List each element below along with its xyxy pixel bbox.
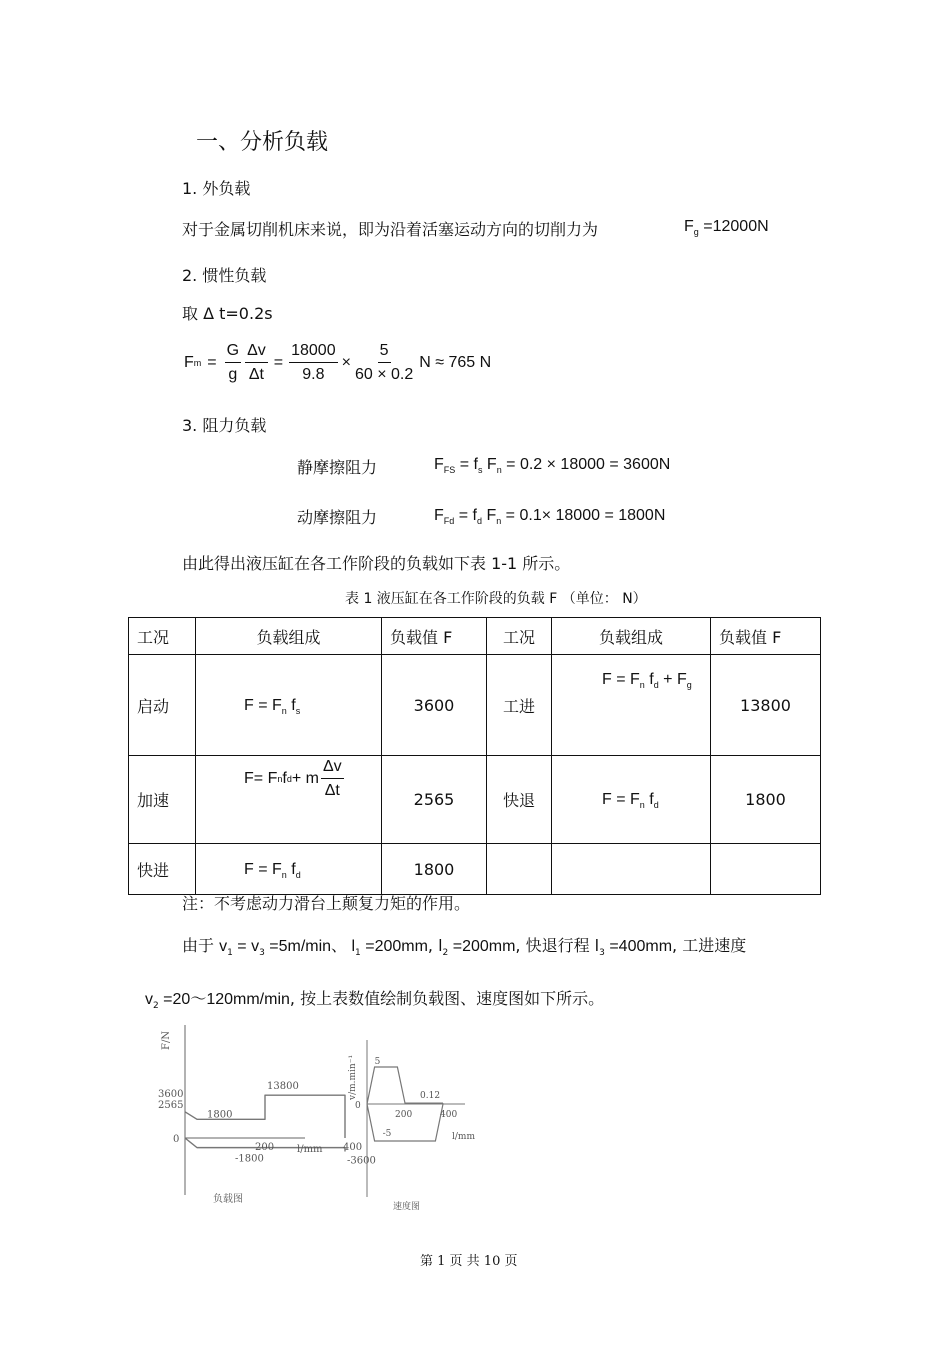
eq: = f — [454, 507, 477, 524]
label-2565: 2565 — [158, 1100, 184, 1111]
den: 60 × 0.2 — [354, 366, 414, 383]
condition-cell: 工进 — [487, 655, 552, 756]
F: F — [244, 860, 254, 878]
load-chart-title: 负载图 — [213, 1194, 243, 1205]
subsection-2-title: 2. 惯性负载 — [182, 266, 267, 285]
num: Δv — [321, 758, 344, 779]
sub: Fd — [443, 516, 455, 526]
sub: n — [277, 774, 283, 784]
f: f — [644, 791, 654, 808]
label-13800: 13800 — [267, 1081, 299, 1093]
subsection-3-title: 3. 阻力负载 — [182, 416, 267, 435]
F: F — [602, 791, 612, 808]
num: 18000 — [289, 342, 338, 363]
num: 5 — [378, 342, 391, 363]
sub: 1 — [355, 948, 361, 958]
frac-dv-dt — [245, 342, 268, 384]
sub: 1 — [227, 948, 233, 958]
label-neg-1800: -1800 — [235, 1153, 264, 1165]
F: F — [244, 770, 254, 787]
eq: = F — [253, 696, 282, 714]
value-cell: 13800 — [711, 655, 821, 756]
condition-cell: 加速 — [129, 756, 196, 844]
formula-cell — [552, 756, 711, 844]
t5: , 快退行程 l — [515, 936, 600, 955]
tick-label-0: 0 — [173, 1134, 180, 1145]
f: f — [282, 770, 287, 787]
table-header-row — [129, 618, 821, 655]
sub: n — [639, 680, 645, 690]
formula-work — [560, 671, 692, 688]
var-sub: g — [693, 227, 699, 237]
label-1800: 1800 — [207, 1109, 233, 1121]
header-cell: 负载组成 — [196, 618, 382, 655]
t7: , 工进速度 — [672, 936, 747, 955]
sub: d — [286, 774, 292, 784]
plus-F: + F — [658, 671, 687, 688]
formula-cell — [196, 844, 382, 895]
num: G — [225, 342, 241, 363]
formula-cell — [196, 756, 382, 844]
sub: FS — [443, 465, 456, 475]
frac-G-g — [225, 342, 241, 384]
value-cell: 3600 — [382, 655, 487, 756]
external-load-text: 对于金属切削机床来说，即为沿着活塞运动方向的切削力为 — [182, 220, 599, 239]
lhs: F — [184, 354, 194, 371]
eq: = v — [232, 938, 260, 955]
velocity-chart-title: 速度图 — [393, 1202, 421, 1212]
value-cell: 1800 — [382, 844, 487, 895]
section-heading: 一、分析负载 — [196, 130, 329, 155]
formula-fast — [204, 861, 301, 878]
f: f — [286, 860, 296, 878]
formula-accel — [204, 758, 346, 800]
x-axis-label: l/mm — [452, 1132, 475, 1142]
condition-cell: 快进 — [129, 844, 196, 895]
table-row — [129, 756, 821, 844]
external-load-formula — [684, 218, 769, 237]
y-axis-label: F/N — [161, 1030, 172, 1050]
sub: n — [639, 800, 645, 810]
result: N ≈ 765 N — [419, 354, 492, 371]
eq: = F — [611, 791, 640, 808]
sub: 2 — [153, 1001, 159, 1011]
static-friction-formula — [434, 456, 670, 475]
condition-cell — [487, 844, 552, 895]
sub: n — [281, 869, 287, 880]
eq2: = — [273, 354, 284, 371]
formula-start — [204, 697, 300, 714]
t4: =200mm — [448, 938, 516, 955]
eq: = F — [611, 671, 640, 688]
header-cell: 工况 — [129, 618, 196, 655]
static-friction-label: 静摩擦阻力 — [297, 458, 378, 477]
frac-5-12 — [355, 342, 413, 384]
f: f — [286, 696, 296, 714]
sub: n — [281, 705, 287, 716]
value: =12000N — [703, 218, 769, 235]
t1: =5m/min、 l — [264, 938, 356, 955]
rest: = 0.1× 18000 = 1800N — [501, 507, 666, 524]
rest: = 0.2 × 18000 = 3600N — [501, 456, 671, 473]
load-table — [128, 617, 821, 895]
label-neg-3600: -3600 — [347, 1155, 376, 1167]
table-row — [129, 655, 821, 756]
formula-cell — [552, 844, 711, 895]
condition-cell: 快退 — [487, 756, 552, 844]
delta-t-text: 取 Δ t=0.2s — [182, 304, 273, 323]
v: v — [145, 991, 153, 1008]
sub: 3 — [599, 948, 605, 958]
tick-label-400: 400 — [343, 1142, 363, 1153]
header-cell: 工况 — [487, 618, 552, 655]
velocity-chart — [345, 1025, 485, 1215]
den: Δt — [248, 366, 264, 383]
plus-m: + m — [291, 770, 319, 787]
value-cell — [711, 844, 821, 895]
page-footer: 第 1 页 共 10 页 — [420, 1254, 518, 1269]
sub: d — [653, 800, 659, 810]
value-cell: 1800 — [711, 756, 821, 844]
sub: s — [295, 705, 301, 716]
label-neg-5: -5 — [382, 1129, 392, 1139]
sub: d — [295, 869, 301, 880]
den: 9.8 — [302, 366, 325, 383]
F: F — [244, 696, 254, 714]
note-text: 注：不考虑动力滑台上颠复力矩的作用。 — [182, 894, 471, 913]
eq: = F — [253, 770, 278, 787]
F: F — [434, 507, 444, 524]
rest: =20～120mm/min — [158, 991, 290, 1008]
sub: n — [496, 465, 502, 475]
eq: = F — [253, 860, 282, 878]
frac-dv-dt — [321, 758, 344, 800]
params-line-1 — [182, 933, 746, 958]
t6: =400mm — [604, 938, 673, 955]
F: F — [434, 456, 444, 473]
formula-cell — [552, 655, 711, 756]
sub: d — [476, 516, 482, 526]
tick-label-200: 200 — [395, 1110, 413, 1120]
x-axis-label: l/mm — [297, 1144, 323, 1155]
tick-label-0: 0 — [355, 1101, 361, 1111]
t3: , l — [427, 936, 443, 955]
params-line-2 — [145, 986, 604, 1011]
dynamic-friction-label: 动摩擦阻力 — [297, 508, 378, 527]
subsection-1-title: 1. 外负载 — [182, 179, 251, 198]
v: v — [219, 938, 228, 955]
label-3600: 3600 — [158, 1089, 184, 1100]
den: g — [228, 366, 238, 383]
sub: s — [477, 465, 483, 475]
y-axis-label: v/m.min⁻¹ — [348, 1054, 358, 1100]
table-row — [129, 844, 821, 895]
formula-return — [560, 791, 659, 808]
lhs-sub: m — [193, 358, 202, 368]
header-cell: 负载组成 — [552, 618, 711, 655]
summary-text: 由此得出液压缸在各工作阶段的负载如下表 1-1 所示。 — [182, 554, 571, 573]
sub: 3 — [259, 948, 265, 958]
header-cell: 负载值 F — [382, 618, 487, 655]
tick-label-200: 200 — [255, 1142, 275, 1153]
t2: =200mm — [360, 938, 428, 955]
Fn: F — [482, 507, 497, 524]
sub: g — [686, 680, 692, 690]
Fn: F — [482, 456, 497, 473]
F: F — [602, 671, 612, 688]
sub: d — [653, 680, 659, 690]
sub: n — [496, 516, 502, 526]
lead: 由于 — [182, 936, 220, 955]
sub: 2 — [442, 948, 449, 958]
eq: = — [207, 354, 217, 371]
inertia-formula — [184, 342, 491, 384]
times: × — [341, 354, 351, 371]
num: Δv — [245, 342, 268, 363]
frac-18000-9.8 — [289, 342, 338, 384]
condition-cell: 启动 — [129, 655, 196, 756]
dynamic-friction-formula — [434, 507, 665, 526]
label-5: 5 — [374, 1057, 381, 1067]
var-F: F — [684, 218, 694, 235]
tail: , 按上表数值绘制负载图、速度图如下所示。 — [289, 989, 605, 1008]
value-cell: 2565 — [382, 756, 487, 844]
label-0.12: 0.12 — [420, 1091, 441, 1102]
den: Δt — [324, 782, 340, 799]
table-caption: 表 1 液压缸在各工作阶段的负载 F （单位： N） — [345, 591, 647, 607]
tick-label-400: 400 — [440, 1110, 458, 1120]
f: f — [644, 671, 654, 688]
formula-cell — [196, 655, 382, 756]
eq: = f — [455, 456, 478, 473]
header-cell: 负载值 F — [711, 618, 821, 655]
